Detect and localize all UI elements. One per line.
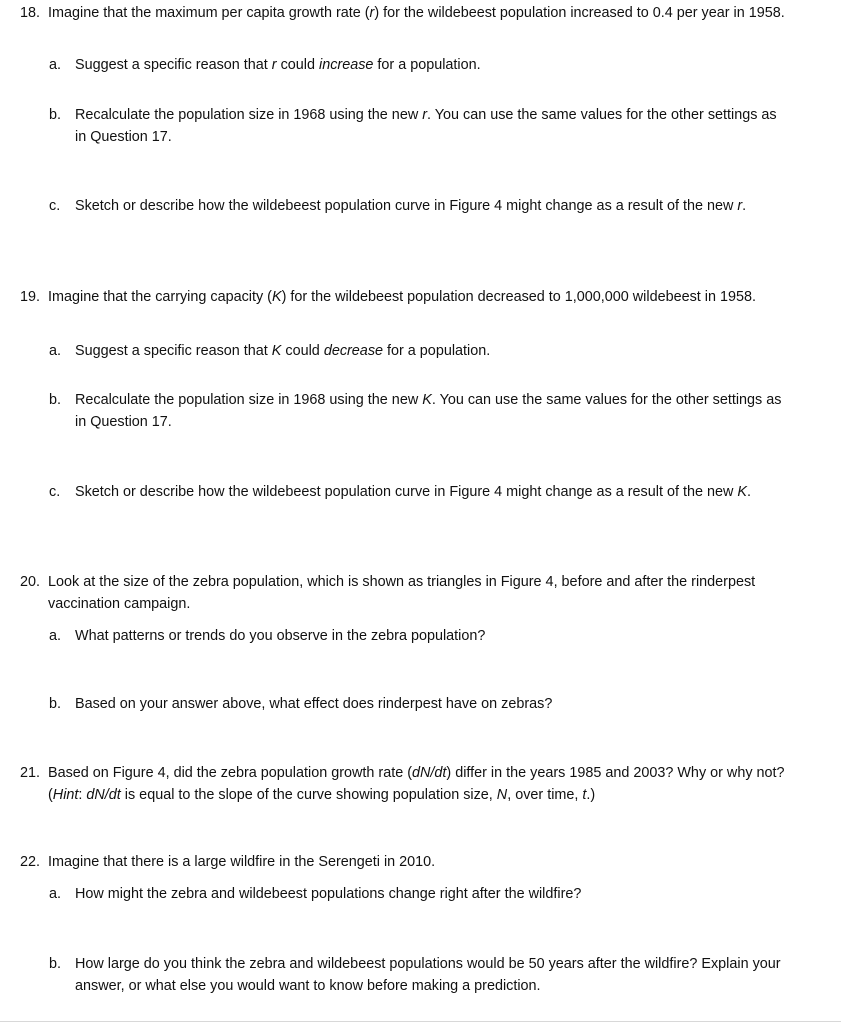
question-20 xyxy=(20,571,810,615)
question-22b xyxy=(49,953,789,997)
subquestion-label: a. xyxy=(49,343,62,359)
question-text: Imagine that there is a large wildfire in the Serengeti in 2010. xyxy=(48,854,436,870)
subquestion-text: How might the zebra and wildebeest populations change right after the wildfire? xyxy=(75,886,582,902)
question-18b xyxy=(49,104,789,148)
question-text: Imagine that the carrying capacity (K) for the wildebeest population decreased to 1,000,000 wildebeest in 1958. xyxy=(48,289,756,305)
question-text: Based on Figure 4, did the zebra population growth rate (dN/dt) differ in the years 1985 and 2003? Why or why not? (Hint: dN/dt is equal to the slope of the curve showing population size, N, over time, t.) xyxy=(48,765,785,803)
question-number: 19. xyxy=(20,289,41,305)
question-19b xyxy=(49,389,789,433)
subquestion-text: How large do you think the zebra and wildebeest populations would be 50 years after the wildfire? Explain your answer, or what else you would want to know before making a prediction. xyxy=(75,956,781,994)
question-number: 21. xyxy=(20,765,41,781)
question-text: Imagine that the maximum per capita growth rate (r) for the wildebeest population increased to 0.4 per year in 1958. xyxy=(48,5,785,21)
question-18a xyxy=(49,54,789,76)
question-number: 22. xyxy=(20,854,41,870)
subquestion-text: Sketch or describe how the wildebeest population curve in Figure 4 might change as a result of the new K. xyxy=(75,484,751,500)
subquestion-text: Suggest a specific reason that K could decrease for a population. xyxy=(75,343,491,359)
subquestion-text: Recalculate the population size in 1968 using the new r. You can use the same values for the other settings as in Question 17. xyxy=(75,107,777,145)
subquestion-text: Based on your answer above, what effect does rinderpest have on zebras? xyxy=(75,696,553,712)
question-number: 20. xyxy=(20,574,41,590)
subquestion-label: b. xyxy=(49,107,62,123)
question-22a xyxy=(49,883,789,905)
subquestion-label: c. xyxy=(49,484,61,500)
subquestion-text: What patterns or trends do you observe in the zebra population? xyxy=(75,628,486,644)
subquestion-label: b. xyxy=(49,696,62,712)
question-number: 18. xyxy=(20,5,41,21)
subquestion-label: a. xyxy=(49,886,62,902)
subquestion-label: b. xyxy=(49,956,62,972)
question-20b xyxy=(49,693,789,715)
question-18 xyxy=(20,2,810,24)
question-18c xyxy=(49,195,789,217)
question-19 xyxy=(20,286,810,308)
page-bottom-divider xyxy=(0,1021,841,1022)
subquestion-label: a. xyxy=(49,57,62,73)
subquestion-text: Recalculate the population size in 1968 using the new K. You can use the same values for the other settings as in Question 17. xyxy=(75,392,782,430)
question-20a xyxy=(49,625,789,647)
question-text: Look at the size of the zebra population, which is shown as triangles in Figure 4, before and after the rinderpest vaccination campaign. xyxy=(48,574,756,612)
subquestion-text: Suggest a specific reason that r could increase for a population. xyxy=(75,57,481,73)
question-22 xyxy=(20,851,810,873)
question-19a xyxy=(49,340,789,362)
subquestion-label: a. xyxy=(49,628,62,644)
subquestion-label: c. xyxy=(49,198,61,214)
subquestion-text: Sketch or describe how the wildebeest population curve in Figure 4 might change as a result of the new r. xyxy=(75,198,747,214)
question-19c xyxy=(49,481,789,503)
question-21 xyxy=(20,762,810,806)
subquestion-label: b. xyxy=(49,392,62,408)
